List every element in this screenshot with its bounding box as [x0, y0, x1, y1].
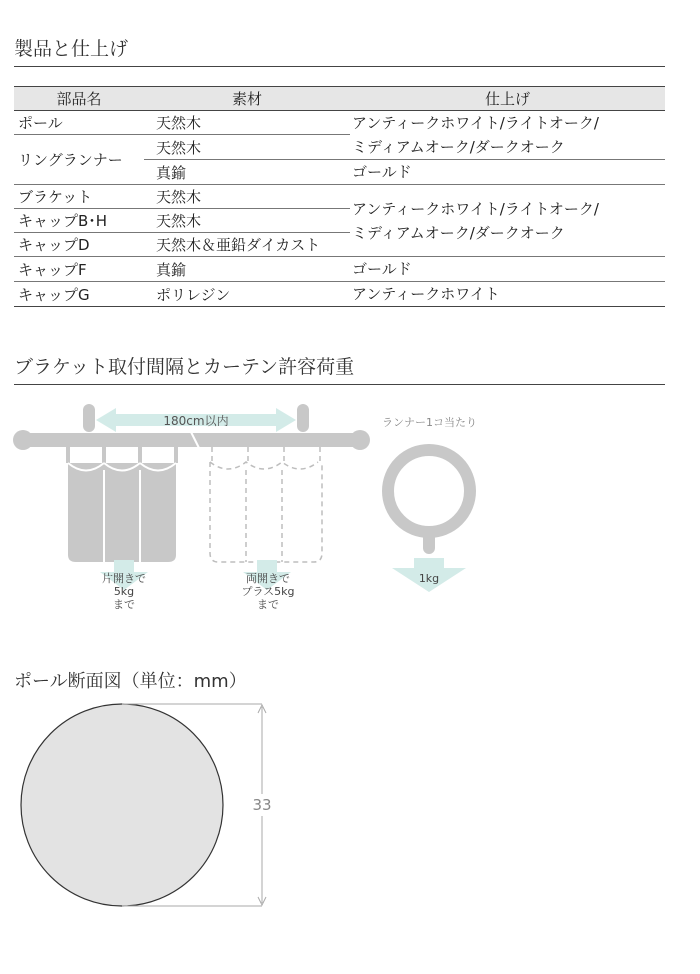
pole-cross-section-diagram	[0, 690, 320, 920]
cell-finish: ゴールド	[350, 257, 665, 282]
cell-part: リングランナー	[14, 135, 144, 185]
bracket-right	[297, 404, 309, 432]
curtain-hook	[66, 447, 70, 463]
products-table	[14, 86, 665, 307]
pole-finial-left	[13, 430, 33, 450]
cell-finish: アンティークホワイト	[350, 282, 665, 307]
cell-material: 天然木＆亜鉛ダイカスト	[144, 233, 350, 257]
curtain-dashed	[210, 447, 322, 562]
curtain-panel	[68, 463, 176, 562]
runner-stem	[423, 532, 435, 554]
finish-line: アンティークホワイト/ライトオーク/	[352, 199, 599, 218]
load-single-line3: まで	[113, 598, 135, 611]
load-single-line2: 5kg	[113, 585, 135, 598]
cell-part: キャップF	[14, 257, 144, 282]
curtain-hook	[174, 447, 178, 463]
span-label: 180cm以内	[163, 414, 229, 428]
cell-part: キャップD	[14, 233, 144, 257]
runner-ring	[388, 450, 470, 532]
cell-material: 天然木	[144, 185, 350, 209]
cell-material: 真鍮	[144, 257, 350, 282]
section-title-bracket: ブラケット取付間隔とカーテン許容荷重	[14, 356, 355, 378]
curtain-hook	[212, 447, 320, 463]
curtain-solid	[66, 447, 178, 562]
load-double-line1: 両開きで	[246, 572, 290, 585]
pole-cross-section	[21, 704, 223, 906]
curtain-panel	[210, 462, 322, 562]
table-header-row	[14, 87, 665, 111]
table-row	[14, 185, 665, 209]
finish-line: ミディアムオーク/ダークオーク	[352, 223, 565, 242]
load-single-line1: 片開きで	[102, 572, 146, 585]
load-double-line3: まで	[257, 598, 279, 611]
header-finish: 仕上げ	[350, 87, 665, 111]
curtain-fold	[246, 470, 282, 562]
cell-finish	[350, 185, 665, 257]
table-row	[14, 282, 665, 307]
cell-part: キャップB･H	[14, 209, 144, 233]
cell-material: 真鍮	[144, 160, 350, 185]
load-double-line2: プラス5kg	[241, 585, 295, 598]
bracket-load-diagram	[0, 400, 700, 630]
header-part: 部品名	[14, 87, 144, 111]
bracket-left	[83, 404, 95, 432]
section-title-cross-section: ポール断面図（単位：mm）	[14, 671, 247, 692]
load-runner: 1kg	[418, 572, 440, 585]
table-row	[14, 257, 665, 282]
pole-finial-right	[350, 430, 370, 450]
cell-material: 天然木	[144, 209, 350, 233]
cell-part: ポール	[14, 111, 144, 135]
header-material: 素材	[144, 87, 350, 111]
cell-part: キャップG	[14, 282, 144, 307]
cell-material: 天然木	[144, 135, 350, 160]
cell-material: 天然木	[144, 111, 350, 135]
curtain-hook	[102, 447, 106, 463]
cell-part: ブラケット	[14, 185, 144, 209]
cell-finish: ゴールド	[350, 160, 665, 185]
runner-label: ランナー1コ当たり	[382, 416, 477, 429]
curtain-fold	[210, 462, 318, 469]
finish-line: アンティークホワイト/ライトオーク/	[352, 114, 599, 132]
curtain-hook	[138, 447, 142, 463]
dimension-label: 33	[252, 796, 272, 814]
table-row	[14, 111, 665, 135]
finish-line: ミディアムオーク/ダークオーク	[352, 138, 565, 156]
section-rule	[14, 66, 665, 67]
section-rule	[14, 384, 665, 385]
cell-material: ポリレジン	[144, 282, 350, 307]
section-title-products: 製品と仕上げ	[14, 38, 129, 60]
cell-finish	[350, 111, 665, 160]
